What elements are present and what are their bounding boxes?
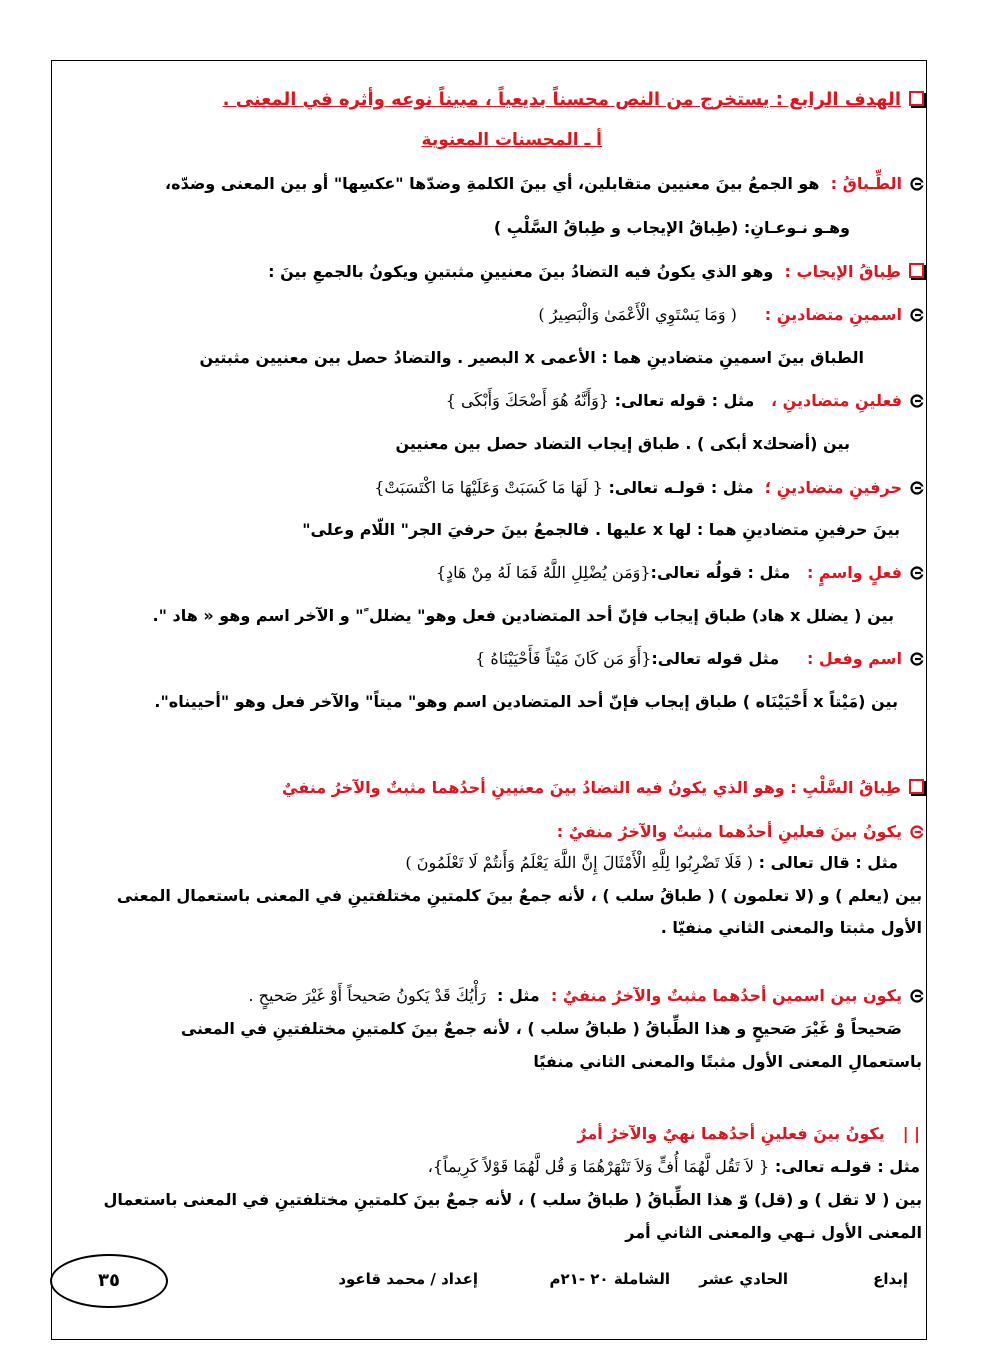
ijab-noun-verb-explain: بين (مَيْتاً x أَحْيَيْنَاه ) طباق إيجاب فإنّ أحد المتضادين اسم وهو" ميتاً" والآخر فعل وهو "أحييناه". (154, 692, 898, 711)
ijab-definition: طِباقُ الإيجاب : وهو الذي يكونُ فيه التضادُ بينَ معنيينِ مثبتينِ ويكونُ بالجمعِ بينَ : (268, 260, 924, 284)
salb-nouns: يكون بين اسمين أحدُهما مثبتٌ والآخرُ منفيٌ : مثل : رَأْيُكَ قَدْ يَكونُ صَحيحاً أَوْ غَيْرَ صَحيحٍ . (249, 984, 925, 1008)
salb-verbs-explain-2: الأول مثبتا والمعنى الثاني منفيّا . (660, 918, 922, 937)
footer-grade: الحادي عشر (699, 1270, 788, 1288)
ijab-verbs-explain: بين (أضحكx أبكى ) . طباق إيجاب التضاد حصل بين معنيين (395, 434, 850, 453)
section-title: أ ـ المحسنات المعنوية (421, 130, 602, 150)
ijab-verb-noun: فعلٍ واسمٍ : مثل : قولُه تعالى:{وَمَن يُضْلِلِ اللَّهُ فَمَا لَهُ مِنْ هَادٍ} (436, 561, 924, 585)
salb-verbs-explain-1: بين (يعلم ) و (لا تعلمون ) ( طباقُ سلب ) ، لأنه جمعٌ بينَ كلمتينِ مختلفتينِ في المعنى باستعمال المعنى (116, 886, 922, 905)
square-bullet-icon (909, 91, 924, 106)
salb-verbs-example: مثل : قال تعالى : ( فَلَا تَضْرِبُوا لِلَّهِ الْأَمْثَالَ إِنَّ اللَّهَ يَعْلَمُ وَأَنتُمْ لَا تَعْلَمُونَ ) (405, 853, 898, 872)
salb-imperative-explain-1: بين ( لا تقل ) و (قل) وّ هذا الطِّباقُ ( طباقُ سلب ) ، لأنه جمعٌ بينَ كلمتينِ مختلفتينِ في المعنى باستعمال (103, 1190, 922, 1209)
arrow-bullet-icon (910, 308, 924, 322)
square-bullet-icon (909, 263, 924, 278)
ijab-nouns-explain: الطباق بينَ اسمينِ متضادينِ هما : الأعمى x البصير . والتضادُ حصل بين معنيين مثبتين (199, 348, 864, 367)
arrow-bullet-icon (910, 989, 924, 1003)
double-bar-bullet-icon: | | (902, 1124, 920, 1143)
ijab-verbs: فعلينِ متضادينِ ، مثل : قوله تعالى: {وَأَنَّهُ هُوَ أَضْحَكَ وَأَبْكَى } (446, 389, 924, 413)
ijab-nouns: اسمينِ متضادينِ : ( وَمَا يَسْتَوِي الْأَعْمَىٰ وَالْبَصِيرُ ) (538, 303, 924, 327)
arrow-bullet-icon (910, 566, 924, 580)
salb-definition: طِباقُ السَّلْبِ : وهو الذي يكونُ فيه التضادُ بينَ معنيينِ أحدُهما مثبتٌ والآخرُ منفيٌ (282, 776, 924, 800)
salb-imperative-label: | |يكونُ بينَ فعلينِ أحدُهما نهيٌ والآخرُ أمرٌ (577, 1124, 920, 1143)
ijab-noun-verb: اسم وفعل : مثل قوله تعالى:{أَوَ مَن كَانَ مَيْتاً فَأَحْيَيْنَاهُ } (475, 647, 924, 671)
arrow-bullet-icon (910, 825, 924, 839)
arrow-bullet-icon (910, 394, 924, 408)
ijab-particles-explain: بينَ حرفينِ متضادينِ هما : لها x عليها . فالجمعُ بينَ حرفيَ الجر" اللّام وعلى" (302, 520, 900, 539)
salb-verbs-label: يكونُ بينَ فعلينِ أحدُهما مثبتٌ والآخرُ منفيٌ : (557, 820, 924, 844)
salb-nouns-explain-1: صَحيحاً وْ غَيْرَ صَحيحٍ و هذا الطِّباقُ ( طباقُ سلب ) ، لأنه جمعٌ بينَ كلمتينِ مختلفتينِ في المعنى (180, 1019, 902, 1038)
ijab-verb-noun-explain: بين ( يضلل x هاد) طباق إيجاب فإنّ أحد المتضادين فعل وهو" يضلل ً" و الآخر اسم وهو « هاد ". (152, 606, 894, 625)
arrow-bullet-icon (910, 481, 924, 495)
salb-imperative-explain-2: المعنى الأول نـهي والمعنى الثاني أمر (625, 1223, 922, 1242)
square-bullet-icon (909, 779, 924, 794)
tibaq-definition: الطِّـباقُ : هو الجمعُ بينَ معنيين متقابلين، أي بينَ الكلمةِ وضدّها "عكسِها" أو بين المعنى وضدّه، (165, 172, 924, 196)
salb-nouns-explain-2: باستعمالِ المعنى الأول مثبتًا والمعنى الثاني منفيًا (533, 1052, 922, 1071)
page-number: ٣٥ (98, 1270, 120, 1291)
footer-edition: الشاملة ٢٠ -٢١م (549, 1270, 670, 1288)
footer-ibdaa: إبداع (873, 1270, 908, 1288)
arrow-bullet-icon (910, 652, 924, 666)
ijab-particles: حرفينِ متضادينِ ؛ مثل : قولـه تعالى: { لَهَا مَا كَسَبَتْ وَعَلَيْهَا مَا اكْتَسَبَتْ} (374, 476, 924, 500)
page-number-badge (50, 1254, 168, 1308)
tibaq-types: وهـو نـوعـانِ: (طِباقُ الإيجاب و طِباقُ السَّلْبِ ) (493, 218, 850, 237)
objective-heading: الهدف الرابع : يستخرج من النص محسناً بديعياً ، مبيناً نوعه وأثره في المعنى . (223, 88, 924, 112)
arrow-bullet-icon (910, 177, 924, 191)
salb-imperative-example: مثل : قولـه تعالى: { لاَ تَقُل لَّهُمَا أُفٍّ وَلاَ تَنْهَرْهُمَا وَ قُل لَّهُمَا قَوْلاً كَرِيماً}، (427, 1157, 920, 1176)
footer-author: إعداد / محمد قاعود (338, 1270, 478, 1288)
